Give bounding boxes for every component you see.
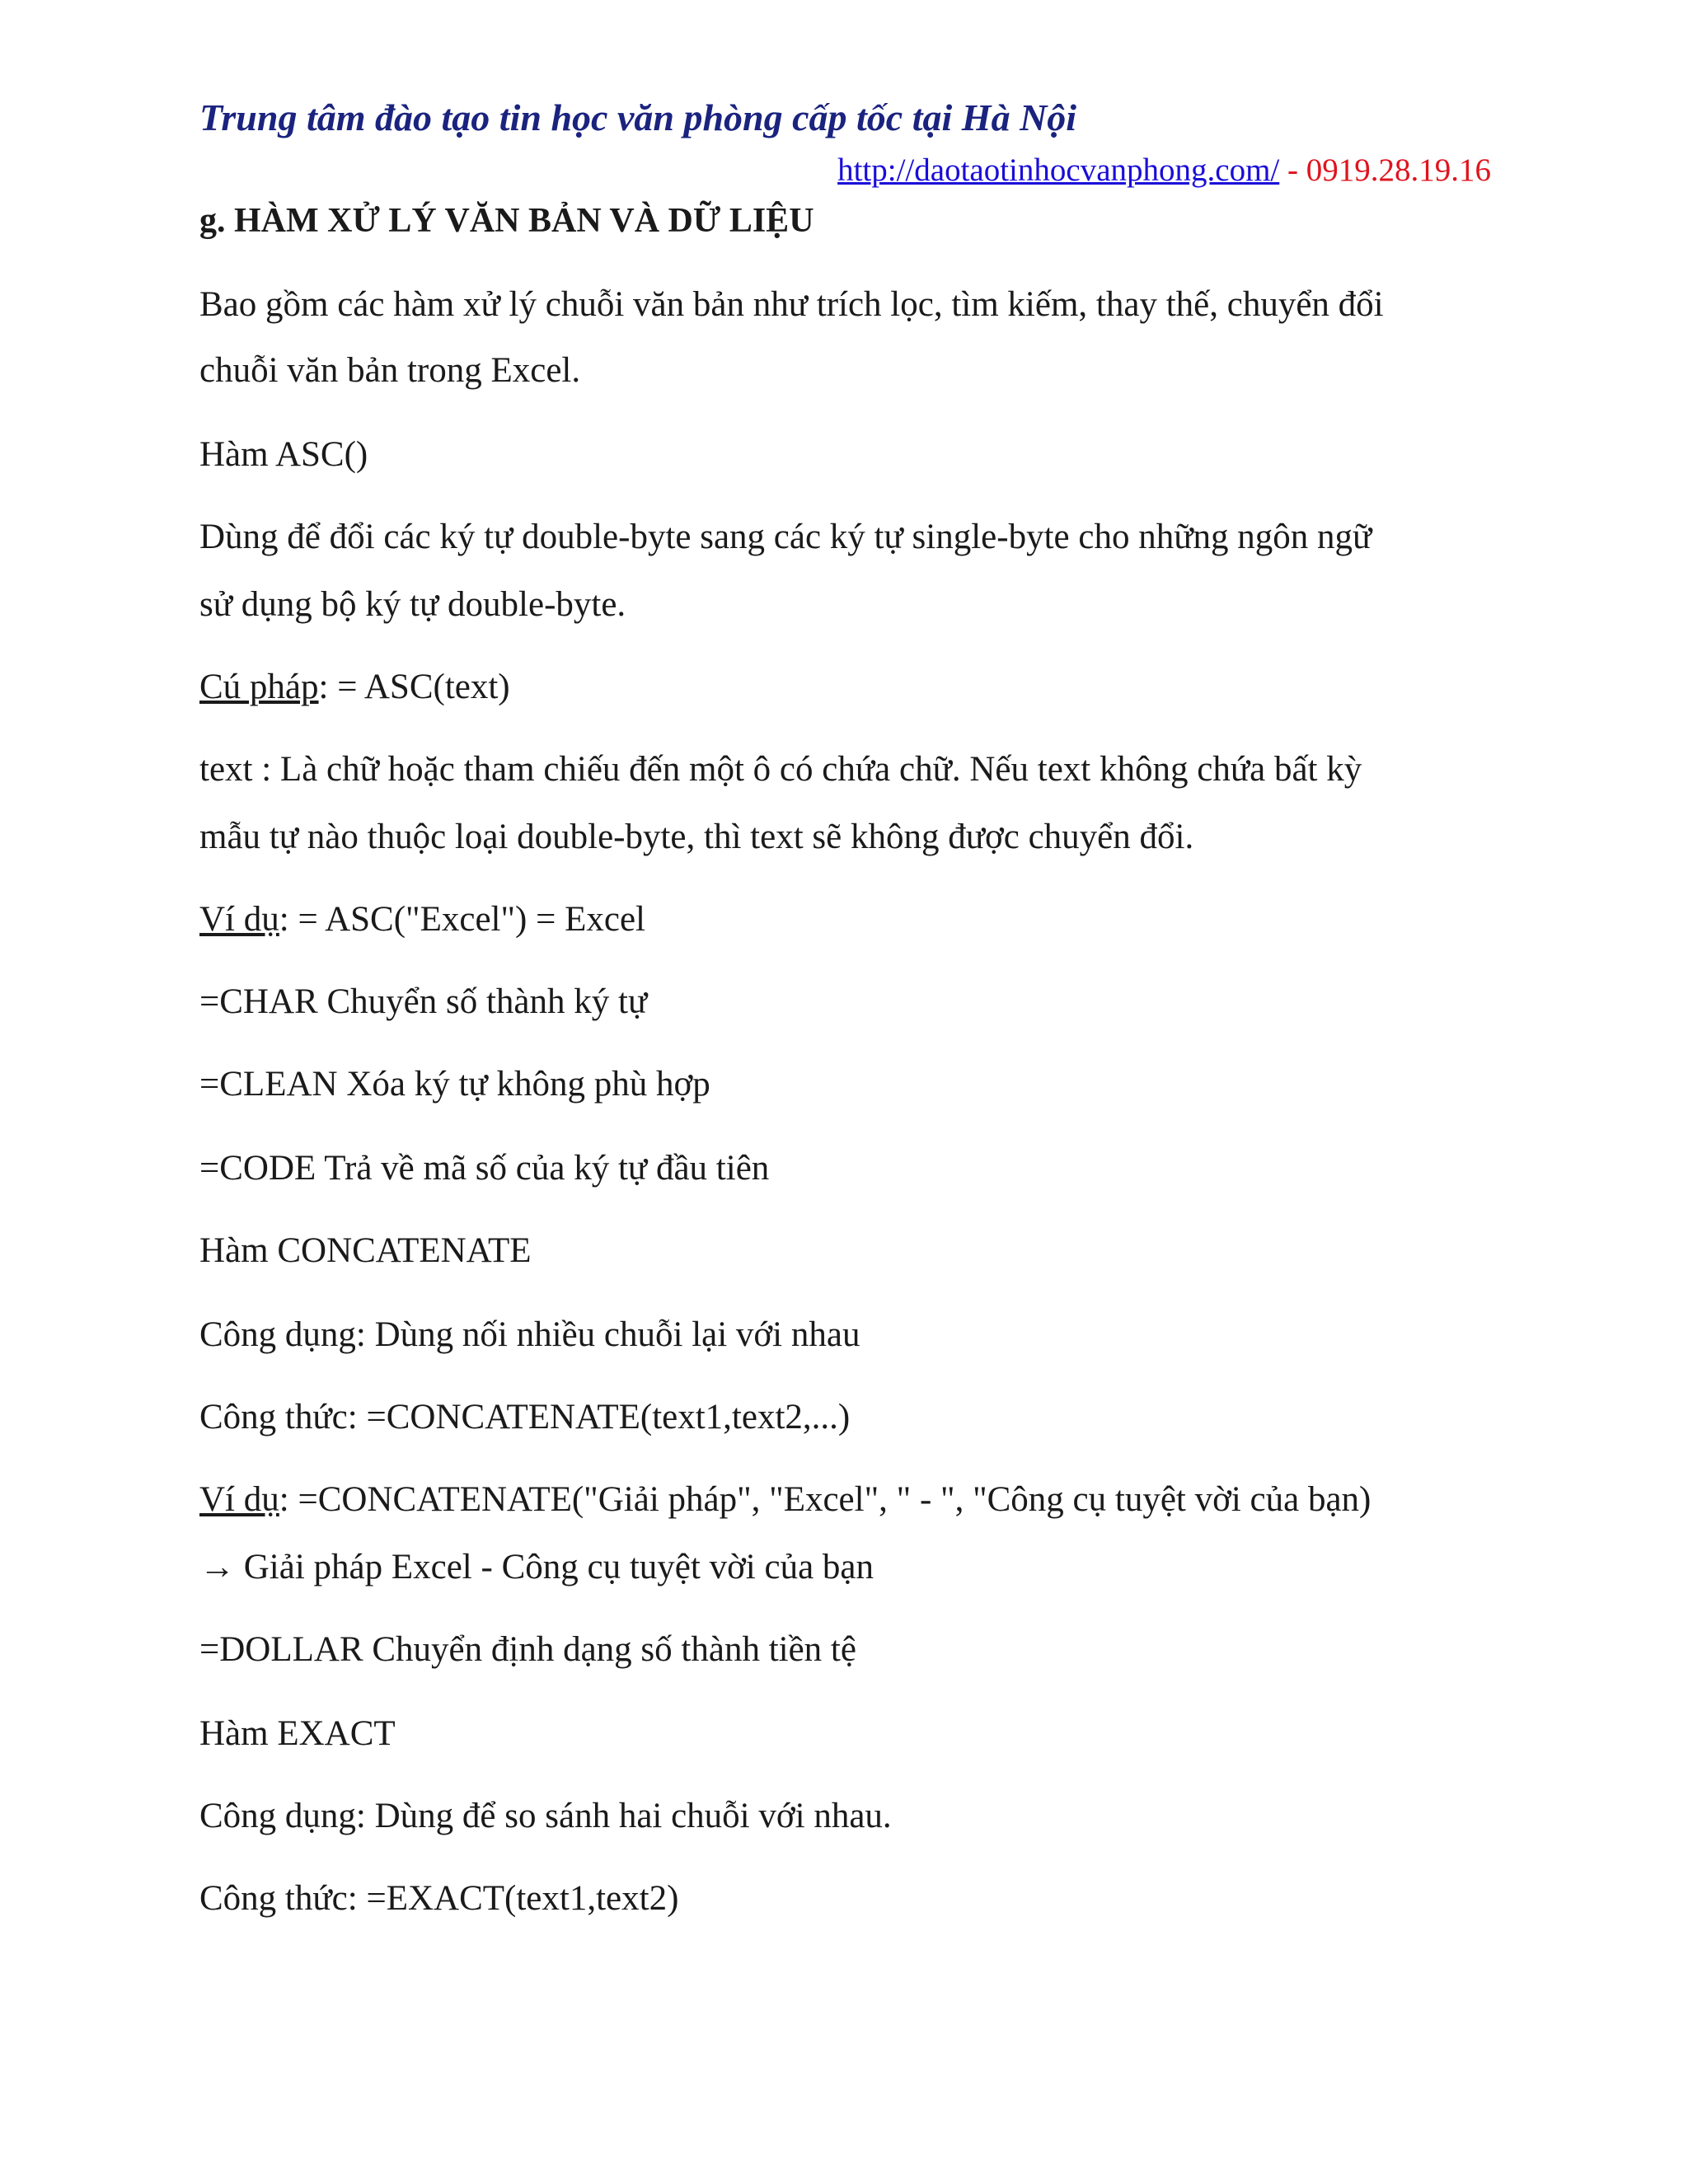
concatenate-example — [199, 1479, 1371, 1521]
exact-use: Công dụng: Dùng để so sánh hai chuỗi với nhau. — [199, 1797, 892, 1835]
intro-line-1: Bao gồm các hàm xử lý chuỗi văn bản như trích lọc, tìm kiếm, thay thế, chuyển đổi — [199, 285, 1384, 324]
header-title: Trung tâm đào tạo tin học văn phòng cấp tốc tại Hà Nội — [199, 96, 1077, 138]
asc-title: Hàm ASC() — [199, 435, 368, 474]
concatenate-result: → Giải pháp Excel - Công cụ tuyệt vời của bạn — [199, 1548, 874, 1586]
intro-line-2: chuỗi văn bản trong Excel. — [199, 351, 581, 390]
website-link[interactable]: http://daotaotinhocvanphong.com/ — [837, 152, 1280, 188]
exact-title: Hàm EXACT — [199, 1714, 396, 1753]
clean-function-line: =CLEAN Xóa ký tự không phù hợp — [199, 1065, 710, 1104]
syntax-label: Cú pháp — [199, 668, 319, 706]
asc-syntax — [199, 666, 510, 709]
asc-text-line-1: text : Là chữ hoặc tham chiếu đến một ô có chứa chữ. Nếu text không chứa bất kỳ — [199, 750, 1362, 789]
header-separator: - — [1279, 152, 1306, 188]
example-text: : =CONCATENATE("Giải pháp", "Excel", " - ", "Công cụ tuyệt vời của bạn) — [279, 1480, 1372, 1519]
asc-description-line-2: sử dụng bộ ký tự double-byte. — [199, 585, 626, 624]
concatenate-title: Hàm CONCATENATE — [199, 1231, 532, 1270]
dollar-function-line: =DOLLAR Chuyển định dạng số thành tiền tệ — [199, 1630, 856, 1669]
example-text: : = ASC("Excel") = Excel — [279, 900, 645, 939]
concatenate-use: Công dụng: Dùng nối nhiều chuỗi lại với nhau — [199, 1315, 860, 1354]
code-function-line: =CODE Trả về mã số của ký tự đầu tiên — [199, 1149, 770, 1188]
concatenate-formula: Công thức: =CONCATENATE(text1,text2,...) — [199, 1398, 851, 1436]
example-label: Ví dụ — [199, 1480, 279, 1519]
asc-description-line-1: Dùng để đổi các ký tự double-byte sang các ký tự single-byte cho những ngôn ngữ — [199, 518, 1372, 556]
header-contact — [837, 152, 1491, 189]
exact-formula: Công thức: =EXACT(text1,text2) — [199, 1879, 679, 1918]
syntax-text: : = ASC(text) — [318, 668, 510, 706]
asc-text-line-2: mẫu tự nào thuộc loại double-byte, thì text sẽ không được chuyển đổi. — [199, 818, 1194, 856]
example-label: Ví dụ — [199, 900, 279, 939]
phone-number: 0919.28.19.16 — [1306, 152, 1491, 188]
char-function-line: =CHAR Chuyển số thành ký tự — [199, 982, 648, 1021]
asc-example — [199, 898, 645, 941]
section-heading: g. HÀM XỬ LÝ VĂN BẢN VÀ DỮ LIỆU — [199, 202, 814, 240]
